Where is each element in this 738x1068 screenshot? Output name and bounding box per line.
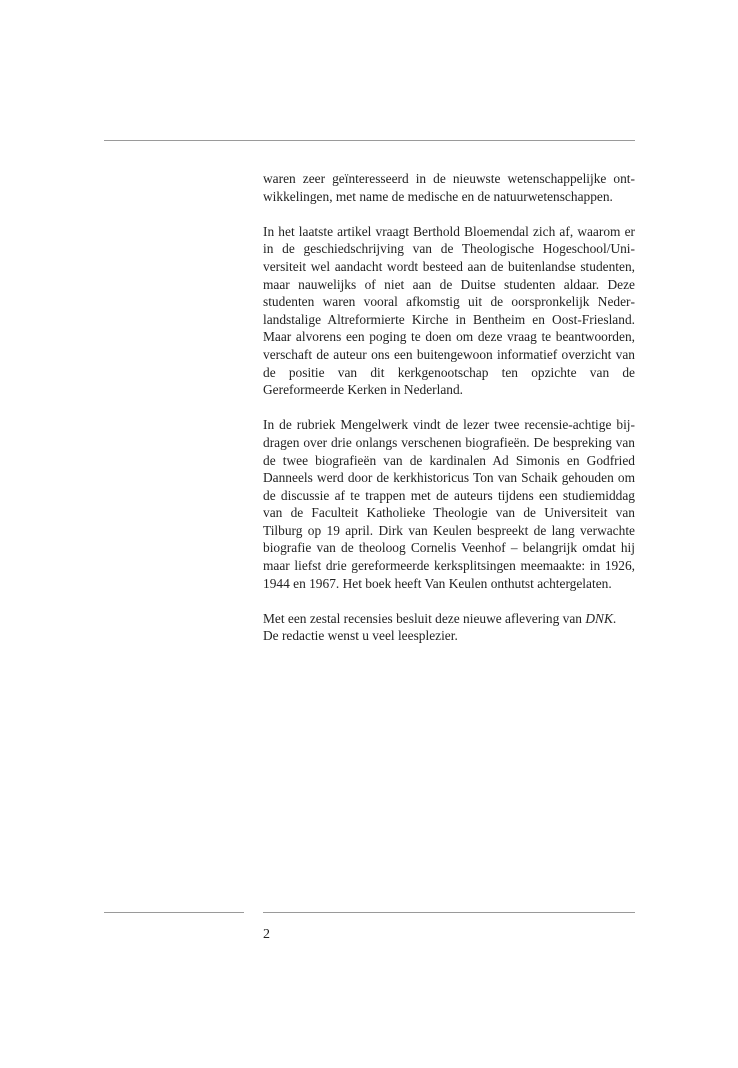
closing-period: . — [612, 610, 617, 626]
paragraph-closing — [263, 610, 635, 645]
paragraph-1: waren zeer geïnteresseerd in de nieuwste wetenschappelijke ontwikkelingen, met name de medische en de natuurwetenschappen. — [263, 171, 635, 204]
page-number: 2 — [263, 927, 270, 942]
header-rule — [104, 140, 635, 141]
journal-abbreviation: DNK — [585, 610, 613, 626]
closing-text: Met een zestal recensies besluit deze nieuwe aflevering van — [263, 610, 586, 626]
footer-rule-right — [263, 912, 635, 913]
footer-rule-left — [104, 912, 244, 913]
paragraph-2: In het laatste artikel vraagt Berthold Bloemendal zich af, waarom er in de geschiedschrijving van de Theologische Hogeschool/Universiteit wel aandacht wordt besteed aan de buitenlandse studenten, maar nauwelijks of niet aan de Duitse studenten aldaar. Deze studenten waren vooral afkomstig uit de oorspronkelijk Nederlandstalige Altreformierte Kirche in Bentheim en Oost-Friesland. Maar alvorens een poging te doen om deze vraag te beantwoorden, verschaft de auteur ons een buitengewoon informatief overzicht van de positie van dit kerkgenootschap ten opzichte van de Gereformeerde Kerken in Nederland. — [263, 223, 635, 398]
closing-wish: De redactie wenst u veel leesplezier. — [263, 628, 458, 644]
paragraph-3: In de rubriek Mengelwerk vindt de lezer twee recensie-achtige bijdragen over drie onlangs verschenen biografieën. De bespreking van de twee biografieën van de kardinalen Ad Simonis en Godfried Danneels werd door de kerkhistoricus Ton van Schaik gehouden om de discussie af te trappen met de auteurs tijdens een studiemiddag van de Faculteit Katholieke Theologie van de Universiteit van Tilburg op 19 april. Dirk van Keulen bespreekt de lang verwachte biografie van de theoloog Cornelis Veenhof – belangrijk omdat hij maar liefst drie gereformeerde kerksplitsingen meemaakte: in 1926, 1944 en 1967. Het boek heeft Van Keulen onthutst achtergelaten. — [263, 417, 635, 591]
body-text — [263, 170, 635, 663]
